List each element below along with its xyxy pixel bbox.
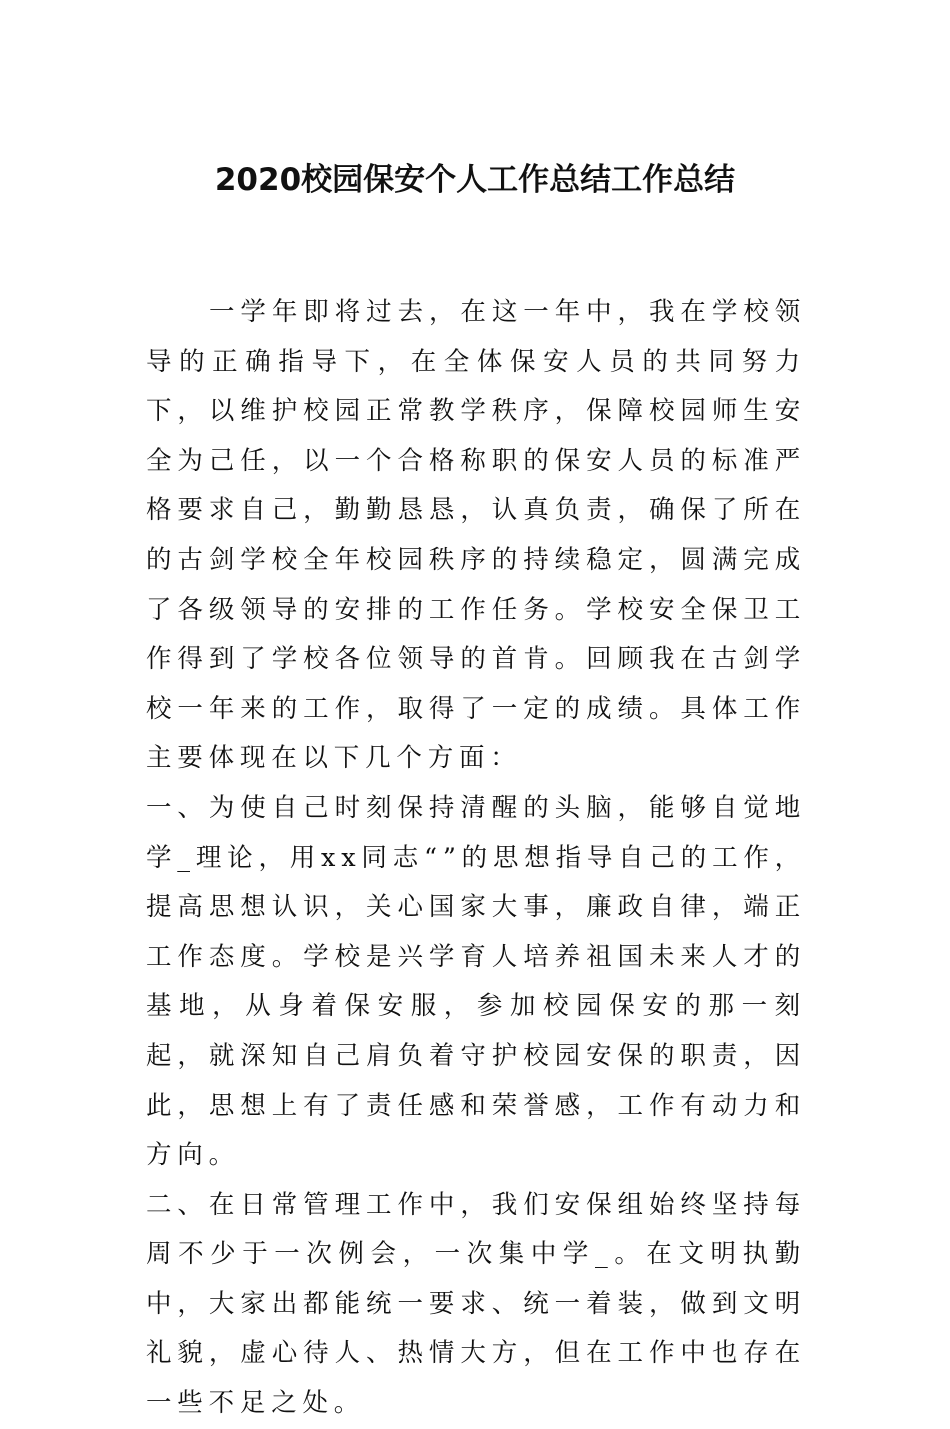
- paragraph-point-one: 一、为使自己时刻保持清醒的头脑，能够自觉地学_理论，用xx同志“”的思想指导自己的工作，提高思想认识，关心国家大事，廉政自律，端正工作态度。学校是兴学育人培养祖国未来人才的基地，从身着保安服，参加校园保安的那一刻起，就深知自己肩负着守护校园安保的职责，因此，思想上有了责任感和荣誉感，工作有动力和方向。: [146, 792, 806, 1171]
- paragraph-intro: 一学年即将过去，在这一年中，我在学校领导的正确指导下，在全体保安人员的共同努力下，以维护校园正常教学秩序，保障校园师生安全为己任，以一个合格称职的保安人员的标准严格要求自己，勤勤恳恳，认真负责，确保了所在的古剑学校全年校园秩序的持续稳定，圆满完成了各级领导的安排的工作任务。学校安全保卫工作得到了学校各位领导的首肯。回顾我在古剑学校一年来的工作，取得了一定的成绩。具体工作主要体现在以下几个方面：: [146, 297, 806, 774]
- document-title: 2020校园保安个人工作总结工作总结: [214, 162, 736, 198]
- document-body: [146, 288, 806, 1429]
- paragraph-point-two: 二、在日常管理工作中，我们安保组始终坚持每周不少于一次例会，一次集中学_。在文明执勤中，大家出都能统一要求、统一着装，做到文明礼貌，虚心待人、热情大方，但在工作中也存在一些不足之处。: [146, 1189, 806, 1419]
